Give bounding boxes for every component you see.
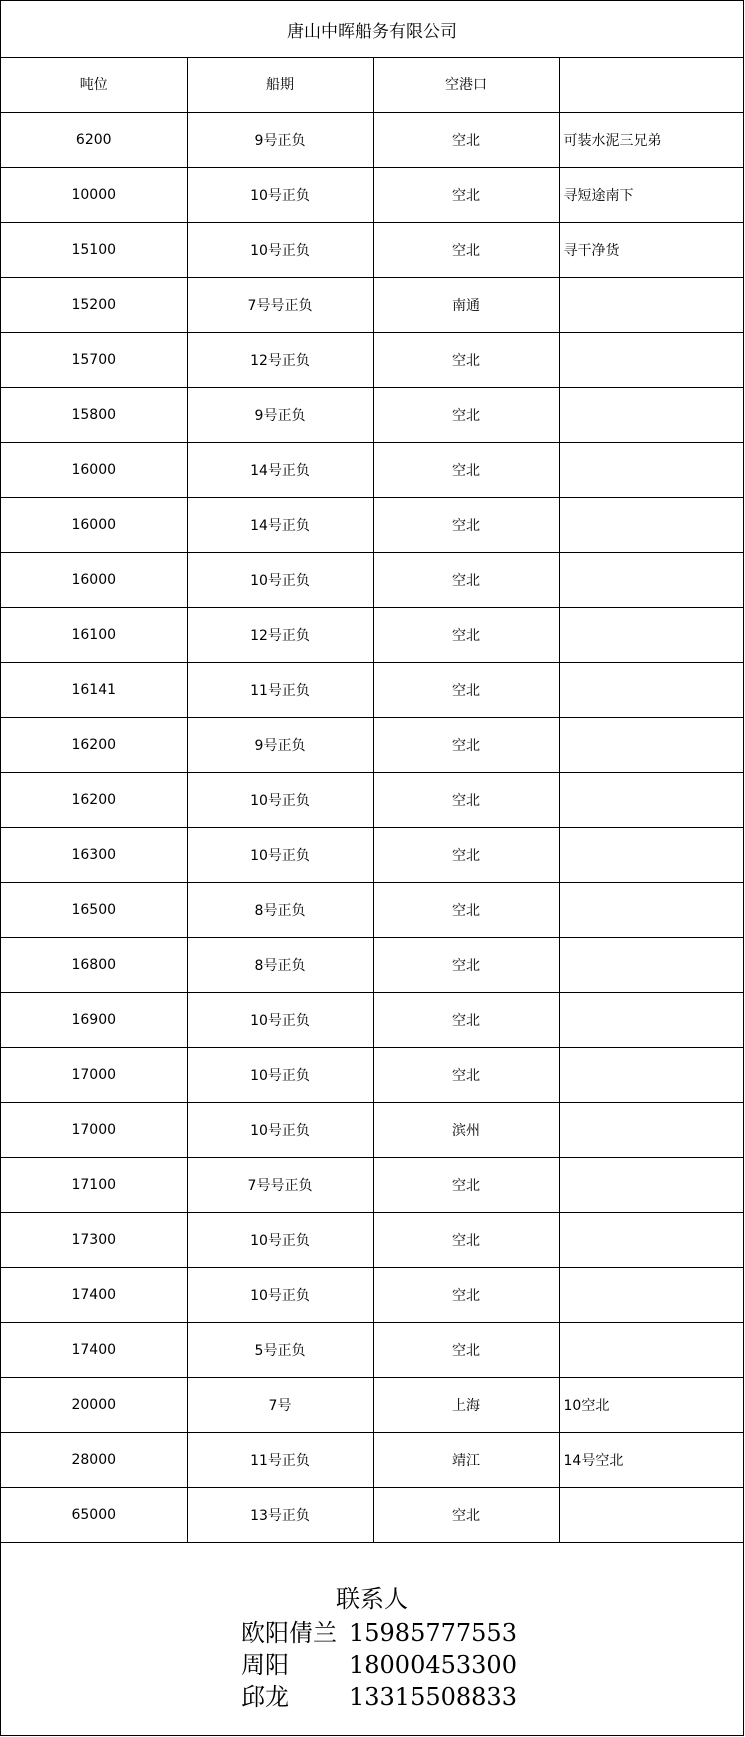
cell-tonnage: 15100	[1, 222, 187, 277]
cell-note	[559, 662, 743, 717]
cell-schedule: 9号正负	[187, 717, 373, 772]
table-row	[1, 387, 743, 442]
cell-schedule: 10号正负	[187, 992, 373, 1047]
cell-empty-port: 南通	[373, 277, 559, 332]
contact-person	[241, 1613, 517, 1648]
cell-tonnage: 20000	[1, 1377, 187, 1432]
vessel-table	[1, 57, 743, 1543]
cell-schedule: 10号正负	[187, 1102, 373, 1157]
table-row	[1, 1487, 743, 1542]
cell-empty-port: 空北	[373, 112, 559, 167]
table-row	[1, 497, 743, 552]
cell-empty-port: 滨州	[373, 1102, 559, 1157]
cell-empty-port: 空北	[373, 1487, 559, 1542]
cell-note	[559, 882, 743, 937]
cell-tonnage: 6200	[1, 112, 187, 167]
cell-note	[559, 1157, 743, 1212]
table-row	[1, 1102, 743, 1157]
cell-schedule: 10号正负	[187, 827, 373, 882]
cell-schedule: 14号正负	[187, 442, 373, 497]
cell-tonnage: 17100	[1, 1157, 187, 1212]
contact-phone: 13315508833	[349, 1683, 517, 1711]
cell-tonnage: 17400	[1, 1267, 187, 1322]
cell-empty-port: 空北	[373, 992, 559, 1047]
cell-note	[559, 1047, 743, 1102]
cell-note	[559, 937, 743, 992]
table-row	[1, 552, 743, 607]
cell-tonnage: 65000	[1, 1487, 187, 1542]
cell-tonnage: 16100	[1, 607, 187, 662]
cell-note	[559, 772, 743, 827]
cell-note	[559, 442, 743, 497]
cell-empty-port: 空北	[373, 717, 559, 772]
cell-empty-port: 空北	[373, 387, 559, 442]
table-row	[1, 882, 743, 937]
cell-note	[559, 497, 743, 552]
cell-note: 可装水泥三兄弟	[559, 112, 743, 167]
header-schedule: 船期	[187, 57, 373, 112]
table-row	[1, 1157, 743, 1212]
cell-schedule: 7号号正负	[187, 277, 373, 332]
cell-empty-port: 空北	[373, 882, 559, 937]
contact-name: 邱龙	[241, 1683, 289, 1711]
cell-tonnage: 15200	[1, 277, 187, 332]
contact-phone: 15985777553	[349, 1619, 517, 1647]
cell-schedule: 9号正负	[187, 112, 373, 167]
cell-schedule: 10号正负	[187, 552, 373, 607]
contact-name: 周阳	[241, 1651, 289, 1679]
cell-empty-port: 空北	[373, 167, 559, 222]
cell-schedule: 10号正负	[187, 1212, 373, 1267]
contacts-section	[1, 1569, 743, 1735]
cell-tonnage: 28000	[1, 1432, 187, 1487]
cell-schedule: 8号正负	[187, 882, 373, 937]
cell-tonnage: 10000	[1, 167, 187, 222]
table-row	[1, 827, 743, 882]
contact-person	[241, 1677, 517, 1712]
cell-schedule: 13号正负	[187, 1487, 373, 1542]
cell-empty-port: 空北	[373, 442, 559, 497]
cell-empty-port: 空北	[373, 772, 559, 827]
table-row	[1, 277, 743, 332]
cell-schedule: 9号正负	[187, 387, 373, 442]
cell-note	[559, 1487, 743, 1542]
cell-empty-port: 空北	[373, 1267, 559, 1322]
cell-tonnage: 17000	[1, 1047, 187, 1102]
cell-note	[559, 387, 743, 442]
cell-note: 14号空北	[559, 1432, 743, 1487]
cell-schedule: 12号正负	[187, 607, 373, 662]
cell-tonnage: 16200	[1, 717, 187, 772]
table-row	[1, 332, 743, 387]
table-row	[1, 112, 743, 167]
table-row	[1, 1377, 743, 1432]
cell-note	[559, 552, 743, 607]
table-row	[1, 717, 743, 772]
table-row	[1, 1047, 743, 1102]
cell-tonnage: 16000	[1, 442, 187, 497]
cell-note	[559, 827, 743, 882]
cell-note	[559, 1102, 743, 1157]
cell-tonnage: 17000	[1, 1102, 187, 1157]
cell-schedule: 8号正负	[187, 937, 373, 992]
cell-schedule: 11号正负	[187, 662, 373, 717]
cell-schedule: 10号正负	[187, 167, 373, 222]
cell-note	[559, 1267, 743, 1322]
cell-empty-port: 靖江	[373, 1432, 559, 1487]
table-row	[1, 1267, 743, 1322]
cell-schedule: 14号正负	[187, 497, 373, 552]
cell-schedule: 5号正负	[187, 1322, 373, 1377]
contacts-heading: 联系人	[336, 1585, 408, 1613]
cell-schedule: 10号正负	[187, 222, 373, 277]
cell-tonnage: 16900	[1, 992, 187, 1047]
contact-phone: 18000453300	[349, 1651, 517, 1679]
cell-empty-port: 空北	[373, 497, 559, 552]
cell-empty-port: 上海	[373, 1377, 559, 1432]
cell-empty-port: 空北	[373, 1212, 559, 1267]
header-notes	[559, 57, 743, 112]
cell-empty-port: 空北	[373, 552, 559, 607]
table-row	[1, 442, 743, 497]
cell-note	[559, 992, 743, 1047]
cell-schedule: 10号正负	[187, 772, 373, 827]
cell-note	[559, 717, 743, 772]
company-title: 唐山中晖船务有限公司	[1, 1, 743, 58]
table-row	[1, 607, 743, 662]
cell-schedule: 10号正负	[187, 1047, 373, 1102]
cell-tonnage: 15700	[1, 332, 187, 387]
table-row	[1, 1212, 743, 1267]
cell-tonnage: 15800	[1, 387, 187, 442]
cell-schedule: 12号正负	[187, 332, 373, 387]
cell-tonnage: 16500	[1, 882, 187, 937]
table-row	[1, 772, 743, 827]
table-row	[1, 1432, 743, 1487]
contact-name: 欧阳倩兰	[241, 1619, 337, 1647]
cell-tonnage: 16300	[1, 827, 187, 882]
cell-note: 寻短途南下	[559, 167, 743, 222]
cell-tonnage: 16200	[1, 772, 187, 827]
cell-tonnage: 16000	[1, 552, 187, 607]
cell-schedule: 11号正负	[187, 1432, 373, 1487]
cell-empty-port: 空北	[373, 332, 559, 387]
cell-note: 寻干净货	[559, 222, 743, 277]
cell-schedule: 7号号正负	[187, 1157, 373, 1212]
cell-tonnage: 17300	[1, 1212, 187, 1267]
cell-empty-port: 空北	[373, 827, 559, 882]
cell-empty-port: 空北	[373, 222, 559, 277]
header-empty-port: 空港口	[373, 57, 559, 112]
contact-person	[241, 1645, 517, 1680]
cell-empty-port: 空北	[373, 607, 559, 662]
cell-note	[559, 1212, 743, 1267]
table-row	[1, 662, 743, 717]
cell-empty-port: 空北	[373, 937, 559, 992]
cell-schedule: 7号	[187, 1377, 373, 1432]
cell-tonnage: 16800	[1, 937, 187, 992]
header-tonnage: 吨位	[1, 57, 187, 112]
cell-note	[559, 277, 743, 332]
table-row	[1, 937, 743, 992]
cell-empty-port: 空北	[373, 1157, 559, 1212]
table-row	[1, 992, 743, 1047]
cell-note	[559, 332, 743, 387]
cell-note	[559, 1322, 743, 1377]
table-row	[1, 167, 743, 222]
cell-tonnage: 16000	[1, 497, 187, 552]
cell-empty-port: 空北	[373, 1047, 559, 1102]
cell-empty-port: 空北	[373, 1322, 559, 1377]
cell-note	[559, 607, 743, 662]
cell-note: 10空北	[559, 1377, 743, 1432]
cell-schedule: 10号正负	[187, 1267, 373, 1322]
table-row	[1, 222, 743, 277]
cell-tonnage: 17400	[1, 1322, 187, 1377]
table-header-row	[1, 57, 743, 112]
cell-empty-port: 空北	[373, 662, 559, 717]
table-row	[1, 1322, 743, 1377]
cell-tonnage: 16141	[1, 662, 187, 717]
